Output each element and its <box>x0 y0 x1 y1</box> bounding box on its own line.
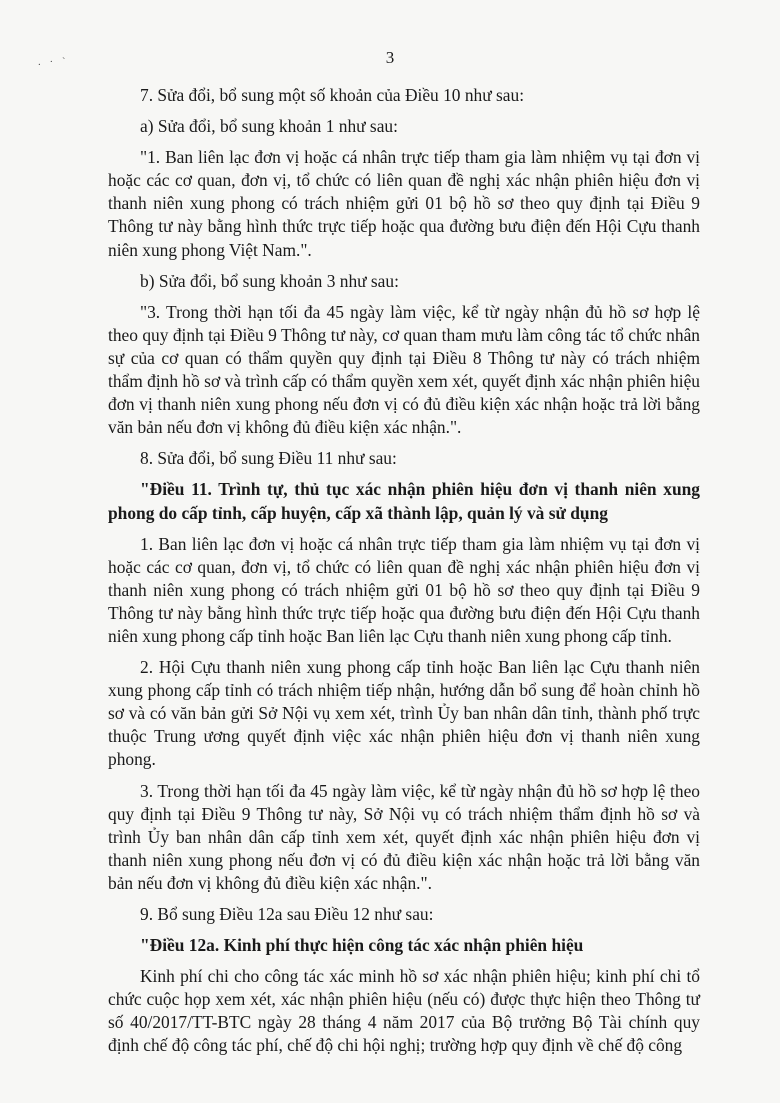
paragraph-7-heading: 7. Sửa đổi, bổ sung một số khoản của Điều 10 như sau: <box>140 85 525 105</box>
paragraph-8-heading: 8. Sửa đổi, bổ sung Điều 11 như sau: <box>140 448 397 469</box>
paragraph-7b-body: "3. Trong thời hạn tối đa 45 ngày làm việc, kể từ ngày nhận đủ hồ sơ hợp lệ theo quy định tại Điều 9 Thông tư này, cơ quan tham mưu làm công tác tổ chức nhân sự của cơ quan có thẩm quyền quy định tại Điều 8 Thông tư này có trách nhiệm thẩm định hồ sơ và trình cấp có thẩm quyền xem xét, quyết định xác nhận phiên hiệu đơn vị thanh niên xung phong nếu đơn vị có đủ điều kiện xác nhận hoặc trả lời bằng văn bản nếu đơn vị không đủ điều kiện xác nhận.". <box>108 301 700 438</box>
article-11-clause-1: 1. Ban liên lạc đơn vị hoặc cá nhân trực tiếp tham gia làm nhiệm vụ tại đơn vị hoặc các cơ quan, đơn vị, tổ chức có liên quan đề nghị xác nhận phiên hiệu đơn vị thanh niên xung phong có trách nhiệm gửi 01 bộ hồ sơ theo quy định tại Điều 9 Thông tư này bằng hình thức trực tiếp hoặc qua đường bưu điện đến Hội Cựu thanh niên xung phong cấp tỉnh hoặc Ban liên lạc Cựu thanh niên xung phong cấp tỉnh. <box>108 533 700 646</box>
page-number: 3 <box>385 48 395 67</box>
article-12a-body: Kinh phí chi cho công tác xác minh hồ sơ xác nhận phiên hiệu; kinh phí chi tổ chức cuộc họp xem xét, xác nhận phiên hiệu (nếu có) được thực hiện theo Thông tư số 40/2017/TT-BTC ngày 28 tháng 4 năm 2017 của Bộ trưởng Bộ Tài chính quy định chế độ công tác phí, chế độ chi hội nghị; trường hợp quy định về chế độ công <box>108 966 700 1056</box>
article-11-clause-3: 3. Trong thời hạn tối đa 45 ngày làm việc, kể từ ngày nhận đủ hồ sơ hợp lệ theo quy định tại Điều 9 Thông tư này, Sở Nội vụ có trách nhiệm thẩm định hồ sơ và trình Ủy ban nhân dân cấp tỉnh xem xét, quyết định xác nhận phiên hiệu đơn vị thanh niên xung phong nếu đơn vị có đủ điều kiện xác nhận hoặc trả lời bằng văn bản nếu đơn vị không đủ điều kiện xác nhận.". <box>108 780 700 893</box>
paragraph-7a-body: "1. Ban liên lạc đơn vị hoặc cá nhân trực tiếp tham gia làm nhiệm vụ tại đơn vị hoặc các cơ quan, đơn vị, tổ chức có liên quan đề nghị xác nhận phiên hiệu đơn vị thanh niên xung phong có trách nhiệm gửi 01 bộ hồ sơ theo quy định tại Điều 9 Thông tư này bằng hình thức trực tiếp hoặc qua đường bưu điện đến Hội Cựu thanh niên xung phong Việt Nam.". <box>108 147 700 260</box>
document-body <box>108 84 700 1066</box>
paragraph-7a-heading: a) Sửa đổi, bổ sung khoản 1 như sau: <box>140 116 398 137</box>
paragraph-9-heading: 9. Bổ sung Điều 12a sau Điều 12 như sau: <box>140 904 434 924</box>
article-12a-title: "Điều 12a. Kinh phí thực hiện công tác xác nhận phiên hiệu <box>140 935 584 956</box>
article-11-clause-2: 2. Hội Cựu thanh niên xung phong cấp tỉnh hoặc Ban liên lạc Cựu thanh niên xung phong cấp tỉnh có trách nhiệm tiếp nhận, hướng dẫn bổ sung để hoàn chỉnh hồ sơ và có văn bản gửi Sở Nội vụ xem xét, trình Ủy ban nhân dân tỉnh, thành phố trực thuộc Trung ương quyết định việc xác nhận phiên hiệu đơn vị thanh niên xung phong. <box>108 657 700 770</box>
scan-speck: . · ` <box>38 56 69 68</box>
article-11-title: "Điều 11. Trình tự, thủ tục xác nhận phiên hiệu đơn vị thanh niên xung phong do cấp tỉnh, cấp huyện, cấp xã thành lập, quản lý và sử dụng <box>108 479 700 523</box>
paragraph-7b-heading: b) Sửa đổi, bổ sung khoản 3 như sau: <box>140 270 399 291</box>
